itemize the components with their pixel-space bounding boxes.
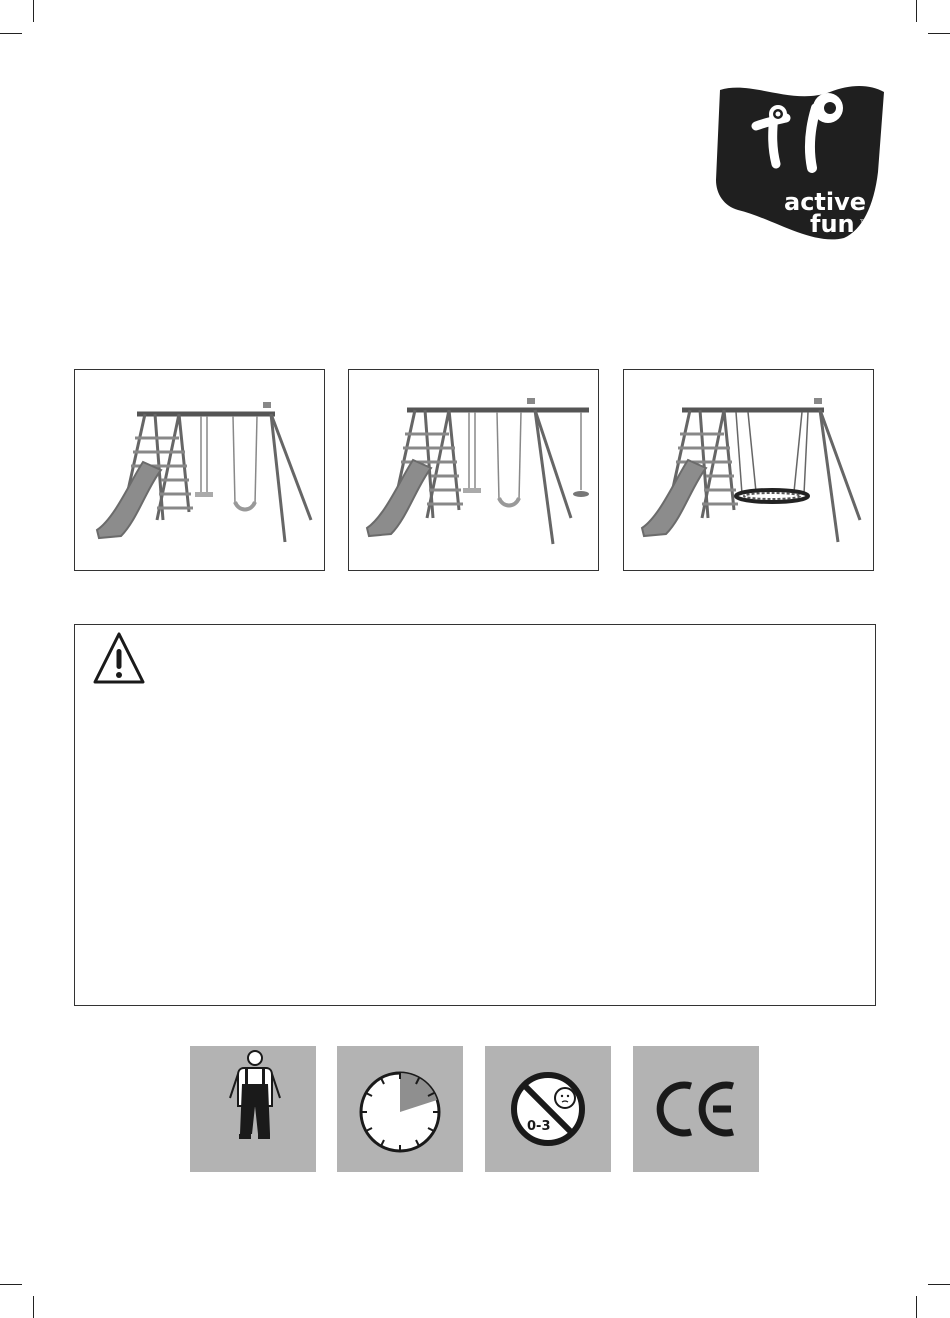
crop-mark <box>916 0 917 22</box>
crop-mark <box>928 1284 950 1285</box>
product-image-2 <box>348 369 599 571</box>
crop-mark <box>916 1296 917 1318</box>
trademark-mark: TM <box>860 219 869 226</box>
crop-mark <box>33 0 34 22</box>
crop-mark <box>0 33 22 34</box>
crop-mark <box>928 33 950 34</box>
adult-assembly-icon <box>190 1046 316 1172</box>
not-suitable-under-3-icon <box>485 1046 611 1172</box>
product-image-1 <box>74 369 325 571</box>
warning-triangle-icon <box>93 630 145 691</box>
crop-mark <box>33 1296 34 1318</box>
brand-name-line2: fun <box>810 210 855 238</box>
product-image-3 <box>623 369 874 571</box>
ce-mark-icon <box>633 1046 759 1172</box>
crop-mark <box>0 1284 22 1285</box>
brand-logo <box>712 78 892 240</box>
warning-box <box>74 624 876 1006</box>
brand-name-line1: active <box>784 188 867 216</box>
age-warning-label: 0-3 <box>527 1119 551 1134</box>
assembly-time-icon <box>337 1046 463 1172</box>
